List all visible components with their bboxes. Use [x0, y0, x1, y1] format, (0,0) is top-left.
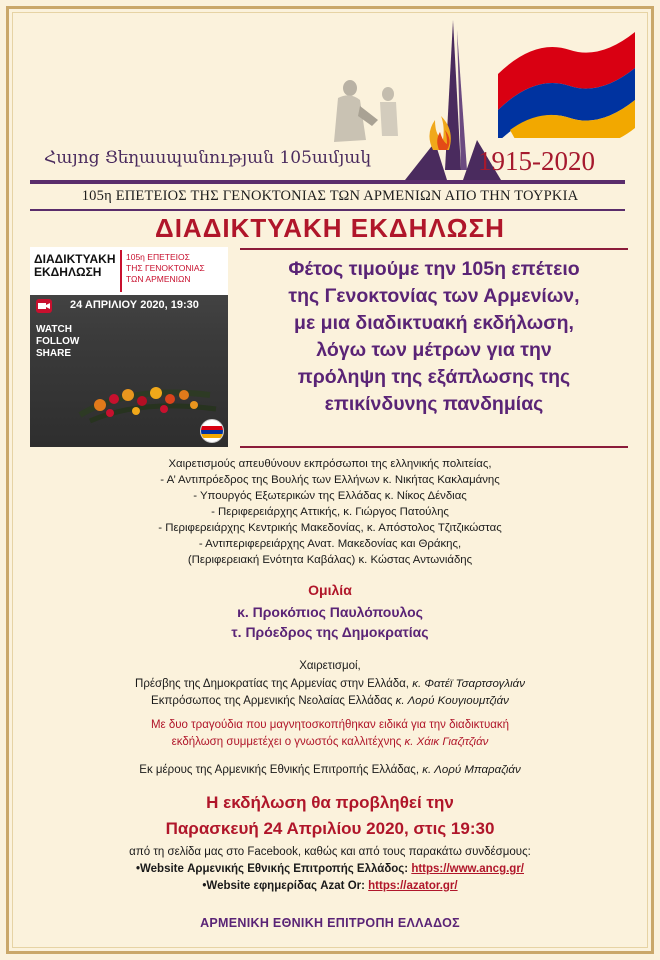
promo-subtitle	[126, 252, 226, 285]
songs-note	[0, 717, 660, 751]
lead-line: της Γενοκτονίας των Αρμενίων,	[288, 285, 580, 307]
speech-speaker	[0, 602, 660, 642]
greetings2-line	[0, 693, 660, 710]
link-row	[0, 861, 660, 878]
sources-intro: από τη σελίδα μας στο Facebook, καθώς και από τους παρακάτω συνδέσμους:	[129, 846, 531, 858]
subtitle-rule	[30, 209, 625, 211]
flowers-icon	[70, 365, 220, 425]
lead-line: Φέτος τιμούμε την 105η επέτειο	[288, 258, 580, 280]
songs-artist: κ. Χάικ Γιαζιτζιάν	[404, 736, 489, 748]
songs-line: Με δυο τραγούδια που μαγνητοσκοπήθηκαν ειδικά για την διαδικτυακή	[150, 719, 510, 731]
broadcast-time	[0, 790, 660, 842]
lead-bottom-rule	[240, 446, 628, 448]
lead-line: πρόληψη της εξάπλωσης της	[297, 366, 571, 388]
songs-text: εκδήλωση συμμετέχει ο γνωστός καλλιτέχνης	[171, 736, 405, 748]
promo-subtitle-line: 105η ΕΠΕΤΕΙΟΣ	[126, 252, 190, 262]
promo-watch: WATCH	[36, 324, 72, 335]
promo-subtitle-line: ΤΗΣ ΓΕΝΟΚΤΟΝΙΑΣ	[126, 263, 205, 273]
event-type-title: ΔΙΑΔΙΚΤΥΑΚΗ ΕΚΔΗΛΩΣΗ	[155, 213, 505, 243]
behalf-name: κ. Λορύ Μπαραζιάν	[422, 764, 521, 776]
lead-line: λόγω των μέτρων για την	[316, 339, 552, 361]
behalf-line	[0, 764, 660, 776]
promo-follow: FOLLOW	[36, 336, 80, 347]
header-rule	[30, 180, 625, 184]
greeting-line: - Αντιπεριφερειάρχης Ανατ. Μακεδονίας και Θράκης,	[198, 538, 462, 550]
greeting-line: - Α’ Αντιπρόεδρος της Βουλής των Ελλήνων κ. Νικήτας Κακλαμάνης	[160, 474, 500, 486]
greetings2-text: Πρέσβης της Δημοκρατίας της Αρμενίας στην Ελλάδα,	[135, 678, 413, 690]
songs-line	[0, 734, 660, 751]
greetings2-list	[0, 676, 660, 710]
broadcast-line: Παρασκευή 24 Απριλίου 2020, στις 19:30	[165, 819, 495, 838]
promo-divider	[120, 250, 122, 292]
speech-label: Ομιλία	[308, 582, 352, 598]
greeting-line: Χαιρετισμούς απευθύνουν εκπρόσωποι της ελληνικής πολιτείας,	[168, 458, 492, 470]
greetings-list	[0, 456, 660, 568]
link-label: •Website εφημερίδας Azat Or:	[202, 880, 369, 892]
years-label: 1915-2020	[478, 146, 595, 176]
lead-line: με μια διαδικτυακή εκδήλωση,	[294, 312, 574, 334]
promo-subtitle-line: ΤΩΝ ΑΡΜΕΝΙΩΝ	[126, 274, 191, 284]
promo-header	[30, 247, 228, 295]
anniversary-subtitle: 105η ΕΠΕΤΕΙΟΣ ΤΗΣ ΓΕΝΟΚΤΟΝΙΑΣ ΤΩΝ ΑΡΜΕΝΙΩΝ ΑΠΟ ΤΗΝ ΤΟΥΡΚΙΑ	[81, 188, 579, 204]
greeting-line: - Περιφερειάρχης Αττικής, κ. Γιώργος Πατούλης	[211, 506, 449, 518]
links-list	[0, 861, 660, 895]
greetings2-name: κ. Φατέϊ Τσαρτσογλιάν	[412, 678, 525, 690]
promo-title-line: ΕΚΔΗΛΩΣΗ	[34, 265, 102, 279]
armenian-flag-icon	[490, 28, 640, 138]
promo-share: SHARE	[36, 348, 72, 359]
link-label: •Website Αρμενικής Εθνικής Επιτροπής Ελλάδος:	[135, 863, 412, 875]
speaker-role: τ. Πρόεδρος της Δημοκρατίας	[231, 624, 429, 640]
greeting-line: (Περιφερειακή Ενότητα Καβάλας) κ. Κώστας Αντωνιάδης	[187, 554, 473, 566]
azator-website-link[interactable]: https://azator.gr/	[368, 880, 458, 892]
behalf-text: Εκ μέρους της Αρμενικής Εθνικής Επιτροπής Ελλάδας,	[139, 764, 423, 776]
broadcast-line: Η εκδήλωση θα προβληθεί την	[206, 793, 454, 812]
organization-logo-icon	[200, 419, 224, 443]
lead-paragraph	[240, 256, 628, 418]
greeting-line: - Περιφερειάρχης Κεντρικής Μακεδονίας, κ. Απόστολος Τζιτζικώστας	[158, 522, 502, 534]
promo-title-line: ΔΙΑΔΙΚΤΥΑΚΗ	[34, 252, 116, 266]
speaker-name: κ. Προκόπιος Παυλόπουλος	[237, 604, 423, 620]
event-promo-image	[30, 247, 228, 447]
lead-top-rule	[240, 248, 628, 250]
promo-call-to-action	[36, 324, 79, 360]
promo-date: 24 ΑΠΡΙΛΙΟΥ 2020, 19:30	[70, 299, 199, 311]
armenian-title: Հայոց Ցեղասպանության 105ամյակ	[44, 148, 372, 168]
greetings2-label: Χαιρετισμοί,	[299, 660, 361, 672]
link-row	[0, 878, 660, 895]
video-camera-icon	[36, 299, 52, 313]
ancg-website-link[interactable]: https://www.ancg.gr/	[411, 863, 524, 875]
greetings2-name: κ. Λορύ Κουγιουμτζιάν	[395, 695, 509, 707]
lead-line: επικίνδυνης πανδημίας	[324, 393, 544, 415]
greetings2-text: Εκπρόσωπος της Αρμενικής Νεολαίας Ελλάδας	[151, 695, 396, 707]
organization-footer: ΑΡΜΕΝΙΚΗ ΕΘΝΙΚΗ ΕΠΙΤΡΟΠΗ ΕΛΛΑΔΟΣ	[200, 916, 460, 930]
promo-title	[34, 253, 120, 279]
greeting-line: - Υπουργός Εξωτερικών της Ελλάδας κ. Νίκος Δένδιας	[193, 490, 467, 502]
greetings2-line	[0, 676, 660, 693]
